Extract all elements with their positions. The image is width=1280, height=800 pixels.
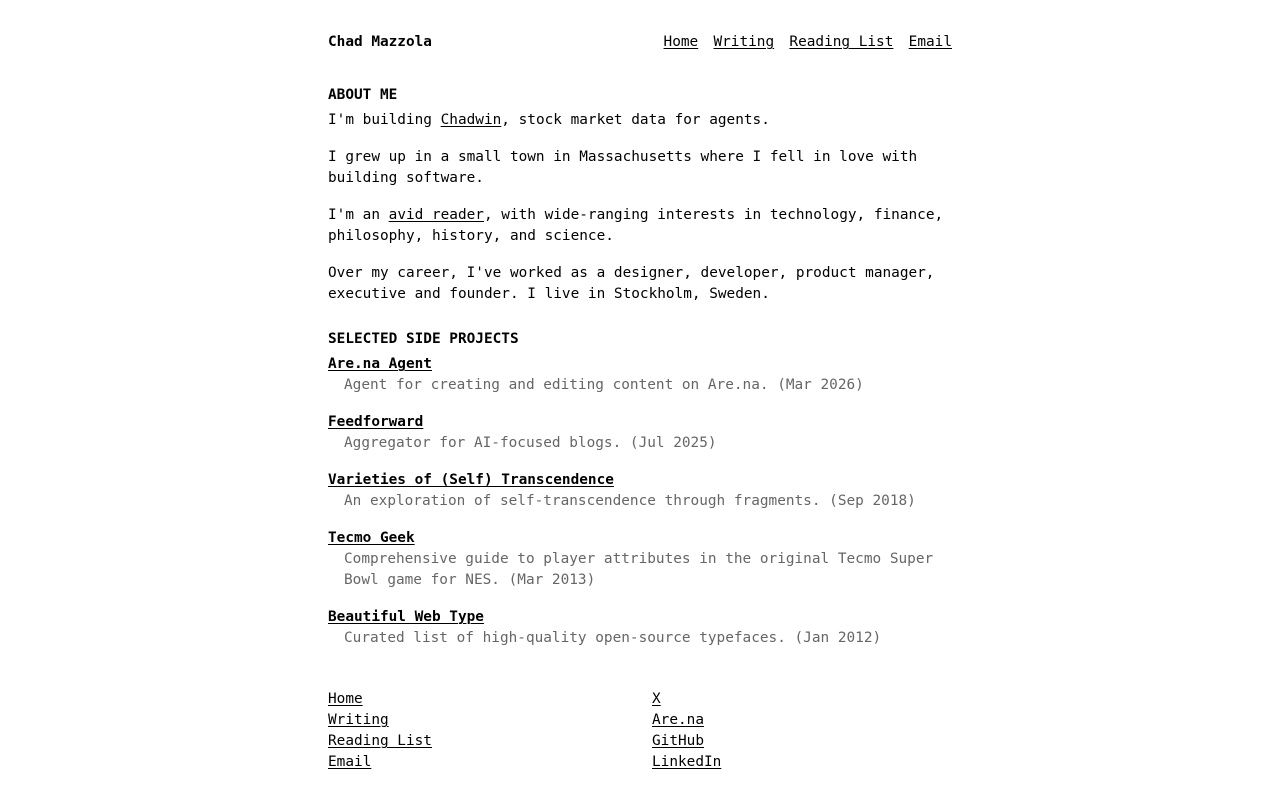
about-p3-before: I'm an [328,207,389,223]
nav-reading-list-link[interactable]: Reading List [789,34,894,50]
footer-github-link[interactable]: GitHub [652,733,704,749]
about-paragraph-origin: I grew up in a small town in Massachusetts where I fell in love with building software. [328,149,918,186]
avid-reader-link[interactable]: avid reader [388,207,484,223]
about-paragraph-career: Over my career, I've worked as a designer, developer, product manager, executive and founder. I live in Stockholm, Sweden. [328,265,935,302]
site-header [328,32,952,54]
project-title-link[interactable]: Tecmo Geek [328,530,415,546]
nav-home-link[interactable]: Home [663,34,699,50]
footer-x-link[interactable]: X [652,691,661,707]
project-title-link[interactable]: Are.na Agent [328,356,432,372]
project-title-link[interactable]: Beautiful Web Type [328,609,484,625]
about-heading: ABOUT ME [328,87,398,103]
nav-email-link[interactable]: Email [908,34,952,50]
project-description: An exploration of self-transcendence through fragments. (Sep 2018) [344,493,916,509]
project-title-link[interactable]: Varieties of (Self) Transcendence [328,472,614,488]
about-p3-after: , with wide-ranging interests in technology, finance, philosophy, history, and science. [328,207,944,244]
project-item [328,470,952,512]
about-paragraph-reader [328,205,952,247]
project-item [328,412,952,454]
footer-arena-link[interactable]: Are.na [652,712,704,728]
project-description: Comprehensive guide to player attributes in the original Tecmo Super Bowl game for NES. (Mar 2013) [344,551,934,588]
projects-heading: SELECTED SIDE PROJECTS [328,331,519,347]
about-paragraph-building [328,110,952,131]
footer-linkedin-link[interactable]: LinkedIn [652,754,722,770]
top-nav [664,32,952,53]
about-p1-before: I'm building [328,112,441,128]
chadwin-link[interactable]: Chadwin [440,112,502,128]
nav-writing-link[interactable]: Writing [713,34,775,50]
project-description: Curated list of high-quality open-source typefaces. (Jan 2012) [344,630,882,646]
footer-email-link[interactable]: Email [328,754,372,770]
project-description: Aggregator for AI-focused blogs. (Jul 2025) [344,435,717,451]
footer-home-link[interactable]: Home [328,691,363,707]
footer-reading-list-link[interactable]: Reading List [328,733,432,749]
project-description: Agent for creating and editing content on Are.na. (Mar 2026) [344,377,864,393]
footer-social-links [652,689,721,773]
footer-writing-link[interactable]: Writing [328,712,389,728]
project-item [328,607,952,649]
project-title-link[interactable]: Feedforward [328,414,424,430]
site-title: Chad Mazzola [328,34,432,50]
footer-site-links [328,689,432,773]
project-item [328,354,952,396]
project-item [328,528,952,591]
about-p1-after: , stock market data for agents. [501,112,770,128]
